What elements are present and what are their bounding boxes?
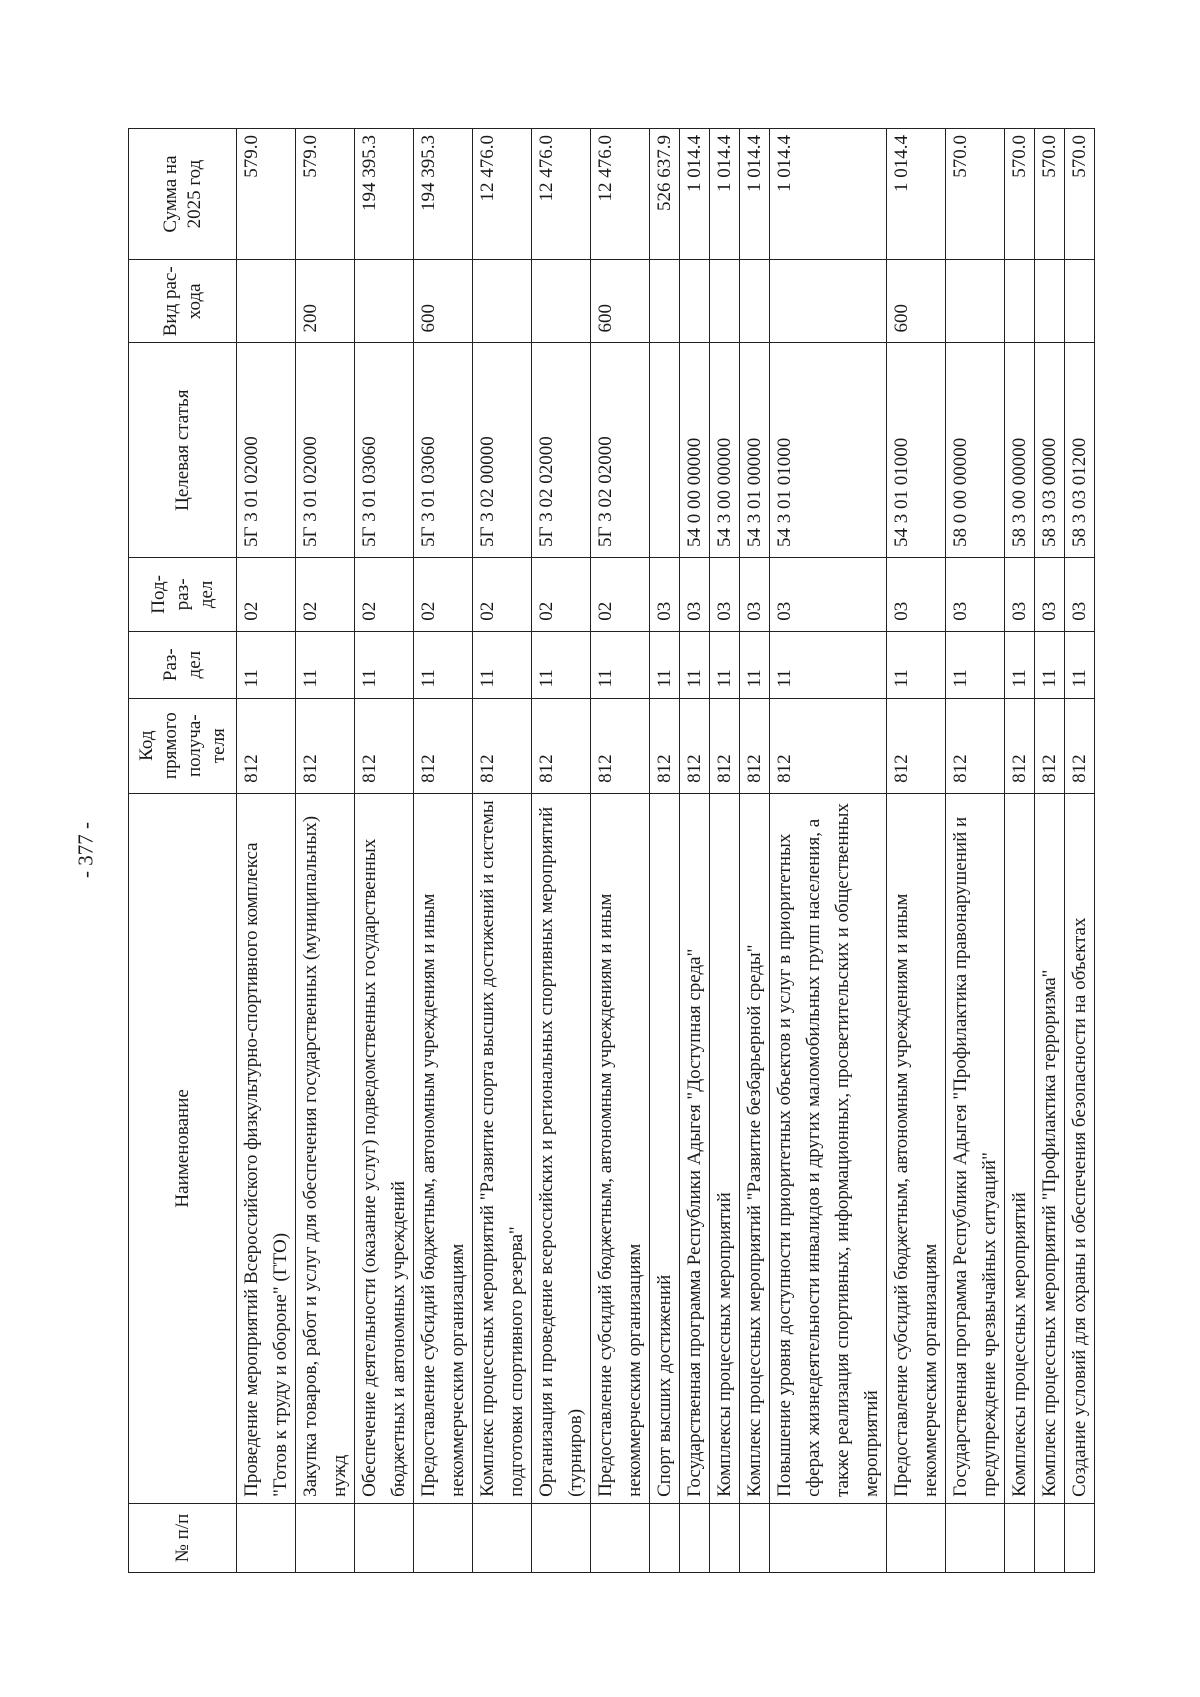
cell-amount: 570.0 xyxy=(1035,129,1065,260)
cell-amount: 579.0 xyxy=(296,129,355,260)
cell-recipient-code: 812 xyxy=(650,698,680,793)
cell-subsection: 02 xyxy=(532,557,591,631)
cell-num xyxy=(414,1503,473,1572)
cell-target-article: 5Г 3 01 02000 xyxy=(237,343,296,557)
cell-num xyxy=(1035,1503,1065,1572)
cell-target-article: 58 3 00 00000 xyxy=(1005,343,1035,557)
cell-expense-type xyxy=(740,260,770,343)
cell-num xyxy=(887,1503,946,1572)
cell-name: Комплексы процессных мероприятий xyxy=(710,793,740,1503)
cell-section: 11 xyxy=(296,631,355,698)
cell-num xyxy=(710,1503,740,1572)
table-row xyxy=(740,129,770,1573)
table-row xyxy=(710,129,740,1573)
table-row xyxy=(1035,129,1065,1573)
cell-amount: 1 014.4 xyxy=(740,129,770,260)
cell-expense-type xyxy=(680,260,710,343)
cell-num xyxy=(1005,1503,1035,1572)
cell-expense-type xyxy=(532,260,591,343)
cell-target-article: 5Г 3 01 03060 xyxy=(414,343,473,557)
cell-amount: 570.0 xyxy=(946,129,1005,260)
table-row xyxy=(355,129,414,1573)
cell-recipient-code: 812 xyxy=(473,698,532,793)
cell-amount: 570.0 xyxy=(1065,129,1095,260)
cell-expense-type xyxy=(473,260,532,343)
cell-amount: 1 014.4 xyxy=(680,129,710,260)
table-row xyxy=(770,129,887,1573)
cell-section: 11 xyxy=(237,631,296,698)
cell-section: 11 xyxy=(473,631,532,698)
cell-recipient-code: 812 xyxy=(414,698,473,793)
cell-expense-type xyxy=(237,260,296,343)
cell-name: Предоставление субсидий бюджетным, автономным учреждениям и иным некоммерческим организациям xyxy=(414,793,473,1503)
cell-target-article: 54 3 00 00000 xyxy=(710,343,740,557)
cell-amount: 1 014.4 xyxy=(887,129,946,260)
cell-num xyxy=(946,1503,1005,1572)
cell-expense-type xyxy=(710,260,740,343)
cell-section: 11 xyxy=(650,631,680,698)
cell-target-article: 54 3 01 01000 xyxy=(770,343,887,557)
cell-expense-type xyxy=(1005,260,1035,343)
cell-section: 11 xyxy=(887,631,946,698)
cell-target-article: 5Г 3 02 02000 xyxy=(591,343,650,557)
cell-section: 11 xyxy=(591,631,650,698)
cell-num xyxy=(355,1503,414,1572)
cell-target-article: 5Г 3 02 02000 xyxy=(532,343,591,557)
cell-expense-type xyxy=(770,260,887,343)
cell-name: Предоставление субсидий бюджетным, автономным учреждениям и иным некоммерческим организациям xyxy=(591,793,650,1503)
cell-expense-type xyxy=(355,260,414,343)
cell-name: Проведение мероприятий Всероссийского физкультурно-спортивного комплекса "Готов к труду и обороне" (ГТО) xyxy=(237,793,296,1503)
cell-subsection: 03 xyxy=(946,557,1005,631)
table-header-row xyxy=(129,129,237,1573)
cell-target-article: 54 3 01 01000 xyxy=(887,343,946,557)
cell-recipient-code: 812 xyxy=(680,698,710,793)
cell-target-article: 58 3 03 00000 xyxy=(1035,343,1065,557)
cell-num xyxy=(473,1503,532,1572)
table-row xyxy=(296,129,355,1573)
budget-table xyxy=(128,128,1095,1573)
cell-expense-type: 600 xyxy=(591,260,650,343)
cell-num xyxy=(296,1503,355,1572)
cell-recipient-code: 812 xyxy=(532,698,591,793)
cell-name: Повышение уровня доступности приоритетных объектов и услуг в приоритетных сферах жизнедеятельности инвалидов и других маломобильных групп населения, а также реализация спортивных, информационных, просветительских и общественных мероприятий xyxy=(770,793,887,1503)
cell-section: 11 xyxy=(740,631,770,698)
cell-num xyxy=(740,1503,770,1572)
cell-section: 11 xyxy=(532,631,591,698)
cell-name: Комплекс процессных мероприятий "Развитие безбарьерной среды" xyxy=(740,793,770,1503)
table-row xyxy=(887,129,946,1573)
cell-recipient-code: 812 xyxy=(887,698,946,793)
cell-expense-type xyxy=(1035,260,1065,343)
cell-recipient-code: 812 xyxy=(1005,698,1035,793)
cell-section: 11 xyxy=(710,631,740,698)
header-name: Наименование xyxy=(129,793,237,1503)
cell-subsection: 03 xyxy=(650,557,680,631)
table-row xyxy=(591,129,650,1573)
cell-name: Спорт высших достижений xyxy=(650,793,680,1503)
cell-subsection: 03 xyxy=(770,557,887,631)
cell-subsection: 02 xyxy=(355,557,414,631)
cell-recipient-code: 812 xyxy=(296,698,355,793)
cell-name: Создание условий для охраны и обеспечения безопасности на объектах xyxy=(1065,793,1095,1503)
cell-name: Государственная программа Республики Адыгея "Профилактика правонарушений и предупреждение чрезвычайных ситуаций" xyxy=(946,793,1005,1503)
table-row xyxy=(946,129,1005,1573)
table-row xyxy=(650,129,680,1573)
cell-section: 11 xyxy=(1005,631,1035,698)
cell-section: 11 xyxy=(1035,631,1065,698)
cell-subsection: 02 xyxy=(473,557,532,631)
cell-target-article: 54 0 00 00000 xyxy=(680,343,710,557)
cell-expense-type xyxy=(650,260,680,343)
cell-amount: 12 476.0 xyxy=(532,129,591,260)
cell-name: Закупка товаров, работ и услуг для обеспечения государственных (муниципальных) нужд xyxy=(296,793,355,1503)
cell-expense-type: 600 xyxy=(887,260,946,343)
table-row xyxy=(473,129,532,1573)
cell-name: Предоставление субсидий бюджетным, автономным учреждениям и иным некоммерческим организациям xyxy=(887,793,946,1503)
header-amount: Сумма на 2025 год xyxy=(129,129,237,260)
cell-recipient-code: 812 xyxy=(946,698,1005,793)
cell-subsection: 02 xyxy=(296,557,355,631)
cell-section: 11 xyxy=(770,631,887,698)
cell-num xyxy=(650,1503,680,1572)
cell-name: Организация и проведение всероссийских и региональных спортивных мероприятий (турниров) xyxy=(532,793,591,1503)
table-row xyxy=(532,129,591,1573)
cell-recipient-code: 812 xyxy=(710,698,740,793)
cell-target-article: 5Г 3 01 03060 xyxy=(355,343,414,557)
cell-subsection: 02 xyxy=(237,557,296,631)
header-subsection: Под- раз- дел xyxy=(129,557,237,631)
cell-amount: 579.0 xyxy=(237,129,296,260)
table-row xyxy=(680,129,710,1573)
cell-amount: 194 395.3 xyxy=(414,129,473,260)
cell-num xyxy=(532,1503,591,1572)
header-section: Раз- дел xyxy=(129,631,237,698)
table-row xyxy=(1065,129,1095,1573)
cell-expense-type xyxy=(1065,260,1095,343)
cell-amount: 1 014.4 xyxy=(710,129,740,260)
cell-recipient-code: 812 xyxy=(770,698,887,793)
page-number: - 377 - xyxy=(73,822,98,878)
cell-subsection: 03 xyxy=(887,557,946,631)
cell-target-article: 58 3 03 01200 xyxy=(1065,343,1095,557)
cell-recipient-code: 812 xyxy=(1065,698,1095,793)
cell-amount: 12 476.0 xyxy=(591,129,650,260)
cell-subsection: 03 xyxy=(740,557,770,631)
rotated-table-wrapper xyxy=(128,128,1090,1573)
table-row xyxy=(237,129,296,1573)
cell-expense-type xyxy=(946,260,1005,343)
header-expense-type: Вид рас- хода xyxy=(129,260,237,343)
cell-subsection: 02 xyxy=(414,557,473,631)
cell-recipient-code: 812 xyxy=(237,698,296,793)
cell-name: Комплексы процессных мероприятий xyxy=(1005,793,1035,1503)
cell-name: Государственная программа Республики Адыгея "Доступная среда" xyxy=(680,793,710,1503)
cell-section: 11 xyxy=(355,631,414,698)
cell-target-article xyxy=(650,343,680,557)
cell-amount: 570.0 xyxy=(1005,129,1035,260)
cell-subsection: 02 xyxy=(591,557,650,631)
cell-subsection: 03 xyxy=(680,557,710,631)
cell-subsection: 03 xyxy=(1065,557,1095,631)
cell-expense-type: 200 xyxy=(296,260,355,343)
cell-recipient-code: 812 xyxy=(591,698,650,793)
cell-num xyxy=(680,1503,710,1572)
cell-target-article: 5Г 3 01 02000 xyxy=(296,343,355,557)
cell-section: 11 xyxy=(946,631,1005,698)
cell-section: 11 xyxy=(1065,631,1095,698)
table-row xyxy=(1005,129,1035,1573)
cell-target-article: 54 3 01 00000 xyxy=(740,343,770,557)
cell-name: Обеспечение деятельности (оказание услуг) подведомственных государственных бюджетных и автономных учреждений xyxy=(355,793,414,1503)
table-row xyxy=(414,129,473,1573)
cell-num xyxy=(1065,1503,1095,1572)
cell-amount: 12 476.0 xyxy=(473,129,532,260)
cell-subsection: 03 xyxy=(1005,557,1035,631)
cell-section: 11 xyxy=(414,631,473,698)
cell-amount: 1 014.4 xyxy=(770,129,887,260)
header-recipient-code: Код прямого получа- теля xyxy=(129,698,237,793)
cell-subsection: 03 xyxy=(1035,557,1065,631)
cell-section: 11 xyxy=(680,631,710,698)
cell-num xyxy=(770,1503,887,1572)
cell-amount: 526 637.9 xyxy=(650,129,680,260)
cell-recipient-code: 812 xyxy=(355,698,414,793)
cell-name: Комплекс процессных мероприятий "Профилактика терроризма" xyxy=(1035,793,1065,1503)
cell-recipient-code: 812 xyxy=(1035,698,1065,793)
header-num: № п/п xyxy=(129,1503,237,1572)
cell-subsection: 03 xyxy=(710,557,740,631)
header-target-article: Целевая статья xyxy=(129,343,237,557)
cell-recipient-code: 812 xyxy=(740,698,770,793)
cell-num xyxy=(237,1503,296,1572)
cell-target-article: 5Г 3 02 00000 xyxy=(473,343,532,557)
cell-name: Комплекс процессных мероприятий "Развитие спорта высших достижений и системы подготовки спортивного резерва" xyxy=(473,793,532,1503)
cell-target-article: 58 0 00 00000 xyxy=(946,343,1005,557)
cell-expense-type: 600 xyxy=(414,260,473,343)
cell-num xyxy=(591,1503,650,1572)
cell-amount: 194 395.3 xyxy=(355,129,414,260)
